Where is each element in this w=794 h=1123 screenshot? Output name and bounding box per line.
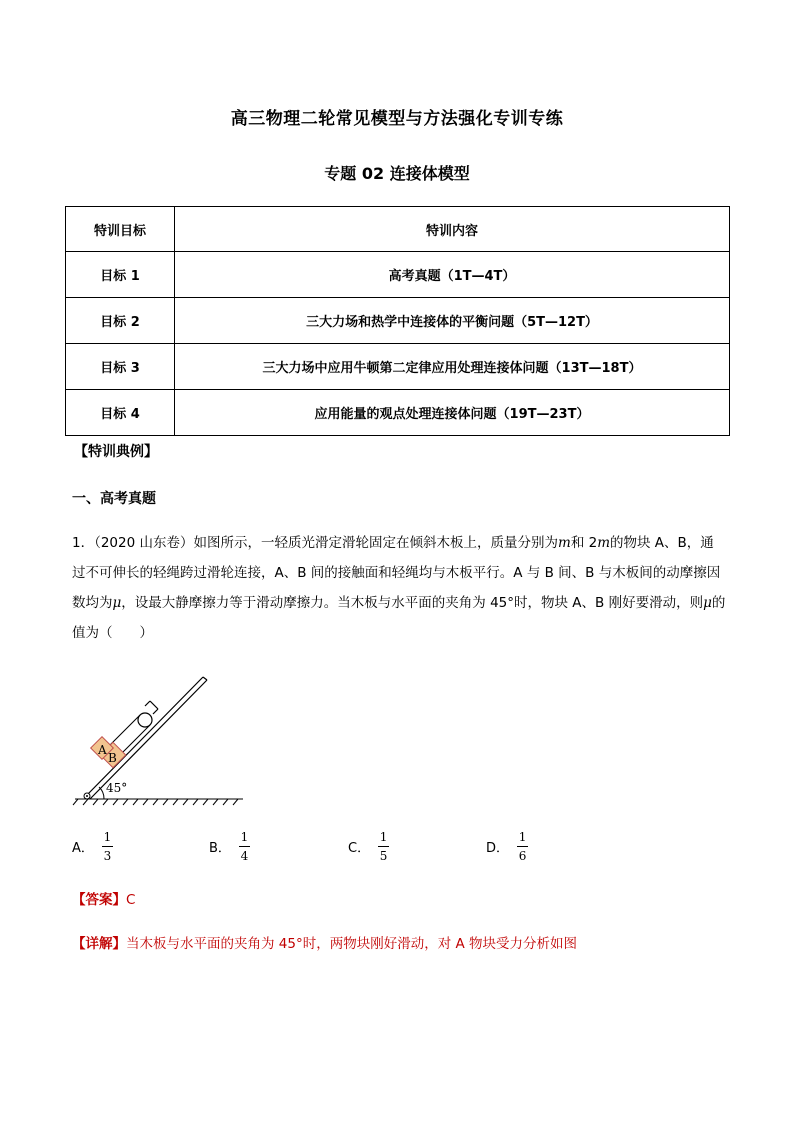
question-ending: 的值为（ ） xyxy=(72,595,726,641)
question-intro: 1．（2020 山东卷）如图所示，一轻质光滑定滑轮固定在倾斜木板上，质量分别为 xyxy=(72,535,558,551)
answer-tag: 【答案】 xyxy=(72,892,126,908)
mass-symbol-2: m xyxy=(597,535,611,551)
denominator: 4 xyxy=(240,849,249,863)
row-content: 三大力场和热学中连接体的平衡问题（5T—12T） xyxy=(175,298,730,344)
table-row xyxy=(66,252,730,298)
table-row xyxy=(66,344,730,390)
numerator: 1 xyxy=(379,830,388,844)
answer-line xyxy=(72,885,727,915)
block-a-label: A xyxy=(98,743,107,757)
part1-heading: 一、高考真题 xyxy=(72,491,156,507)
choice-d[interactable] xyxy=(486,830,528,863)
mu-symbol: μ xyxy=(112,595,122,611)
row-content: 三大力场中应用牛顿第二定律应用处理连接体问题（13T—18T） xyxy=(175,344,730,390)
examples-heading: 【特训典例】 xyxy=(74,444,158,460)
mass-symbol: m xyxy=(558,535,571,551)
mu-symbol-2: μ xyxy=(703,595,712,611)
choice-letter: C． xyxy=(348,841,371,856)
explanation-text: 当木板与水平面的夹角为 45°时，两物块刚好滑动，对 A 物块受力分析如图 xyxy=(126,936,578,952)
choice-c[interactable] xyxy=(348,830,389,863)
angle-label: 45° xyxy=(106,781,128,795)
choice-letter: B． xyxy=(209,841,231,856)
question-after-mu: ，设最大静摩擦力等于滑动摩擦力。当木板与水平面的夹角为 45°时，物块 A、B 刚好要滑动，则 xyxy=(121,595,704,611)
row-target: 目标 3 xyxy=(66,344,175,390)
numerator: 1 xyxy=(103,830,112,844)
denominator: 6 xyxy=(518,849,527,863)
row-target: 目标 1 xyxy=(66,252,175,298)
ground-hatching xyxy=(73,799,243,805)
training-plan-table xyxy=(65,206,730,436)
denominator: 3 xyxy=(103,849,112,863)
question-text xyxy=(72,528,727,648)
choice-fraction xyxy=(239,830,250,863)
header-content: 特训内容 xyxy=(175,207,730,252)
pulley-bracket xyxy=(145,701,158,714)
row-target: 目标 4 xyxy=(66,390,175,436)
table-header-row xyxy=(66,207,730,252)
incline-figure xyxy=(70,672,250,807)
question-after-mass: 的物块 A、B，通过不可伸长的轻绳跨过滑轮连接，A、B 间的接触面和轻绳均与木板平行。A 与 B 间、B 与木板间的动摩擦因数均为 xyxy=(72,535,721,611)
choice-letter: D． xyxy=(486,841,510,856)
choice-fraction xyxy=(378,830,389,863)
choice-fraction xyxy=(102,830,113,863)
row-content: 应用能量的观点处理连接体问题（19T—23T） xyxy=(175,390,730,436)
doc-subtitle: 专题 02 连接体模型 xyxy=(324,164,470,183)
numerator: 1 xyxy=(240,830,249,844)
row-target: 目标 2 xyxy=(66,298,175,344)
row-content: 高考真题（1T—4T） xyxy=(175,252,730,298)
choice-fraction xyxy=(517,830,528,863)
question-and: 和 2 xyxy=(570,535,598,551)
inclined-board xyxy=(86,677,207,799)
explanation-line xyxy=(72,929,727,959)
explanation-tag: 【详解】 xyxy=(72,936,126,952)
block-b-label: B xyxy=(108,751,117,765)
doc-title: 高三物理二轮常见模型与方法强化专训专练 xyxy=(230,109,564,129)
table-row xyxy=(66,298,730,344)
header-target: 特训目标 xyxy=(66,207,175,252)
numerator: 1 xyxy=(518,830,527,844)
answer-value: C xyxy=(126,892,136,908)
choice-a[interactable] xyxy=(72,830,113,863)
table-row xyxy=(66,390,730,436)
choice-letter: A． xyxy=(72,841,94,856)
choice-b[interactable] xyxy=(209,830,250,863)
denominator: 5 xyxy=(379,849,388,863)
